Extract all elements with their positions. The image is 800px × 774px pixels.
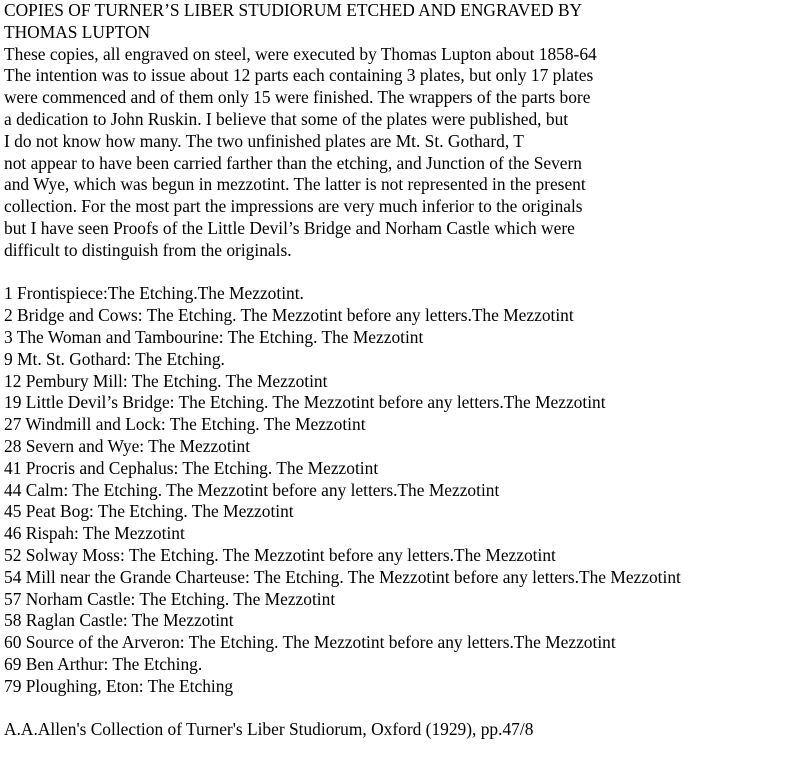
intro-line: difficult to distinguish from the originals. bbox=[4, 239, 292, 260]
plate-entry: 52 Solway Moss: The Etching. The Mezzotint before any letters.The Mezzotint bbox=[4, 544, 556, 565]
plate-entry: 58 Raglan Castle: The Mezzotint bbox=[4, 610, 234, 631]
plate-entry: 46 Rispah: The Mezzotint bbox=[4, 523, 185, 544]
blank-line bbox=[4, 698, 798, 720]
plate-entry: 19 Little Devil’s Bridge: The Etching. The Mezzotint before any letters.The Mezzotint bbox=[4, 392, 606, 413]
intro-line: The intention was to issue about 12 parts each containing 3 plates, but only 17 plates bbox=[4, 65, 594, 86]
plate-entry: 54 Mill near the Grande Charteuse: The Etching. The Mezzotint before any letters.The Mezzotint bbox=[4, 566, 681, 587]
blank-line bbox=[4, 262, 798, 284]
plate-entry: 44 Calm: The Etching. The Mezzotint before any letters.The Mezzotint bbox=[4, 479, 500, 500]
plate-entry: 12 Pembury Mill: The Etching. The Mezzotint bbox=[4, 370, 328, 391]
plate-entry: 28 Severn and Wye: The Mezzotint bbox=[4, 435, 251, 456]
intro-line: but I have seen Proofs of the Little Devil’s Bridge and Norham Castle which were bbox=[4, 217, 575, 238]
plate-entry: 79 Ploughing, Eton: The Etching bbox=[4, 675, 234, 696]
intro-line: a dedication to John Ruskin. I believe that some of the plates were published, but bbox=[4, 108, 569, 129]
title-line-2: THOMAS LUPTON bbox=[4, 21, 151, 42]
plate-entry: 69 Ben Arthur: The Etching. bbox=[4, 653, 203, 674]
document-body bbox=[4, 0, 798, 741]
intro-line: not appear to have been carried farther than the etching, and Junction of the Severn bbox=[4, 152, 583, 173]
intro-line: I do not know how many. The two unfinished plates are Mt. St. Gothard, T bbox=[4, 130, 524, 151]
plate-entry: 57 Norham Castle: The Etching. The Mezzotint bbox=[4, 588, 336, 609]
intro-line: collection. For the most part the impressions are very much inferior to the originals bbox=[4, 196, 583, 217]
plate-entry: 1 Frontispiece:The Etching.The Mezzotint. bbox=[4, 283, 304, 304]
source-citation: A.A.Allen's Collection of Turner's Liber Studiorum, Oxford (1929), pp.47/8 bbox=[4, 719, 534, 740]
plate-entry: 60 Source of the Arveron: The Etching. The Mezzotint before any letters.The Mezzotint bbox=[4, 632, 616, 653]
plate-entry: 9 Mt. St. Gothard: The Etching. bbox=[4, 348, 225, 369]
plate-entry: 41 Procris and Cephalus: The Etching. The Mezzotint bbox=[4, 457, 379, 478]
intro-line: and Wye, which was begun in mezzotint. The latter is not represented in the present bbox=[4, 174, 586, 195]
plate-entry: 2 Bridge and Cows: The Etching. The Mezzotint before any letters.The Mezzotint bbox=[4, 305, 574, 326]
intro-line: were commenced and of them only 15 were finished. The wrappers of the parts bore bbox=[4, 87, 591, 108]
plate-entry: 3 The Woman and Tambourine: The Etching. The Mezzotint bbox=[4, 326, 424, 347]
title-line-1: COPIES OF TURNER’S LIBER STUDIORUM ETCHED AND ENGRAVED BY bbox=[4, 0, 583, 20]
plate-entry: 45 Peat Bog: The Etching. The Mezzotint bbox=[4, 501, 294, 522]
plate-entry: 27 Windmill and Lock: The Etching. The Mezzotint bbox=[4, 414, 366, 435]
intro-line: These copies, all engraved on steel, were executed by Thomas Lupton about 1858-64 bbox=[4, 43, 597, 64]
